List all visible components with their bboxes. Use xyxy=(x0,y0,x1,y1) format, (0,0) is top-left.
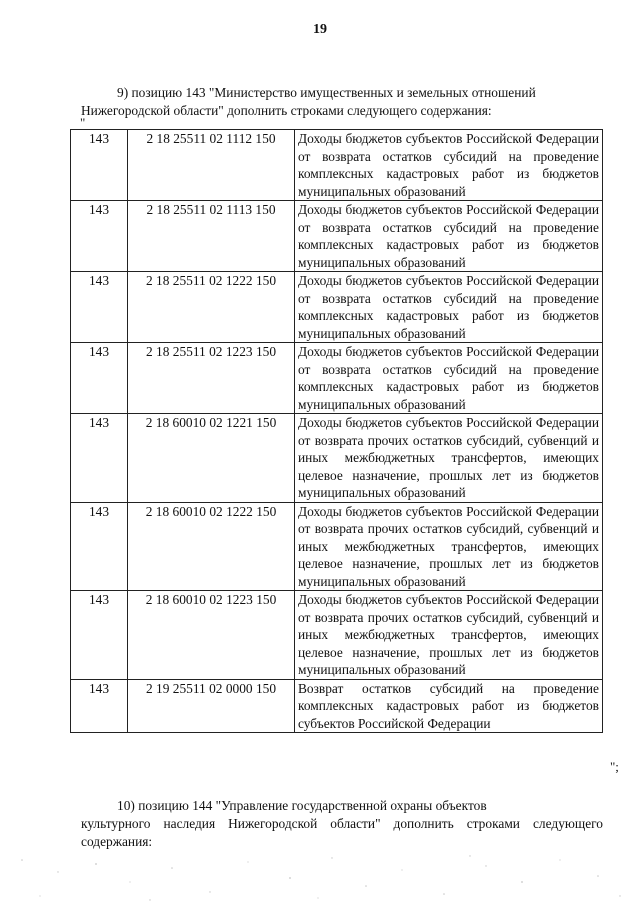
description-cell: Доходы бюджетов субъектов Российской Федерации от возврата остатков субсидий на проведение комплексных кадастровых работ из бюджетов муниципальных образований xyxy=(295,130,603,201)
budget-code-cell: 2 18 60010 02 1223 150 xyxy=(128,591,295,680)
table-row xyxy=(71,343,603,414)
description-cell: Доходы бюджетов субъектов Российской Федерации от возврата остатков субсидий на проведение комплексных кадастровых работ из бюджетов муниципальных образований xyxy=(295,201,603,272)
position-cell: 143 xyxy=(71,502,128,591)
table-body xyxy=(71,130,603,733)
position-cell: 143 xyxy=(71,679,128,733)
table-close-quote: "; xyxy=(610,759,619,774)
page-number: 19 xyxy=(313,22,327,37)
scan-noise xyxy=(0,852,640,905)
table-row xyxy=(71,201,603,272)
paragraph-10 xyxy=(81,797,603,851)
table-row xyxy=(71,272,603,343)
position-cell: 143 xyxy=(71,130,128,201)
position-cell: 143 xyxy=(71,272,128,343)
budget-code-cell: 2 18 25511 02 1223 150 xyxy=(128,343,295,414)
budget-codes-table xyxy=(70,129,603,733)
budget-code-cell: 2 18 60010 02 1221 150 xyxy=(128,414,295,503)
budget-code-cell: 2 19 25511 02 0000 150 xyxy=(128,679,295,733)
position-cell: 143 xyxy=(71,414,128,503)
paragraph-9 xyxy=(81,84,603,120)
description-cell: Доходы бюджетов субъектов Российской Федерации от возврата прочих остатков субсидий, субвенций и иных межбюджетных трансфертов, имеющих целевое назначение, прошлых лет из бюджетов муниципальных образований xyxy=(295,414,603,503)
position-cell: 143 xyxy=(71,343,128,414)
table-row xyxy=(71,591,603,680)
budget-code-cell: 2 18 60010 02 1222 150 xyxy=(128,502,295,591)
budget-code-cell: 2 18 25511 02 1112 150 xyxy=(128,130,295,201)
table-row xyxy=(71,130,603,201)
table-row xyxy=(71,414,603,503)
paragraph-9-line-2: Нижегородской области" дополнить строками следующего содержания: xyxy=(81,103,492,118)
position-cell: 143 xyxy=(71,591,128,680)
paragraph-10-line-3: следующего содержания: xyxy=(81,816,603,849)
table-row xyxy=(71,502,603,591)
budget-code-cell: 2 18 25511 02 1113 150 xyxy=(128,201,295,272)
description-cell: Возврат остатков субсидий на проведение комплексных кадастровых работ из бюджетов субъектов Российской Федерации xyxy=(295,679,603,733)
paragraph-10-line-2: культурного наследия Нижегородской области" дополнить строками xyxy=(81,816,520,831)
description-cell: Доходы бюджетов субъектов Российской Федерации от возврата прочих остатков субсидий, субвенций и иных межбюджетных трансфертов, имеющих целевое назначение, прошлых лет из бюджетов муниципальных образований xyxy=(295,591,603,680)
paragraph-9-line-1: 9) позицию 143 "Министерство имущественных и земельных отношений xyxy=(117,85,536,100)
budget-code-cell: 2 18 25511 02 1222 150 xyxy=(128,272,295,343)
paragraph-10-line-1: 10) позицию 144 "Управление государственной охраны объектов xyxy=(117,798,487,813)
position-cell: 143 xyxy=(71,201,128,272)
description-cell: Доходы бюджетов субъектов Российской Федерации от возврата остатков субсидий на проведение комплексных кадастровых работ из бюджетов муниципальных образований xyxy=(295,343,603,414)
description-cell: Доходы бюджетов субъектов Российской Федерации от возврата остатков субсидий на проведение комплексных кадастровых работ из бюджетов муниципальных образований xyxy=(295,272,603,343)
table-open-quote: " xyxy=(80,115,86,130)
description-cell: Доходы бюджетов субъектов Российской Федерации от возврата прочих остатков субсидий, субвенций и иных межбюджетных трансфертов, имеющих целевое назначение, прошлых лет из бюджетов муниципальных образований xyxy=(295,502,603,591)
table-row xyxy=(71,679,603,733)
